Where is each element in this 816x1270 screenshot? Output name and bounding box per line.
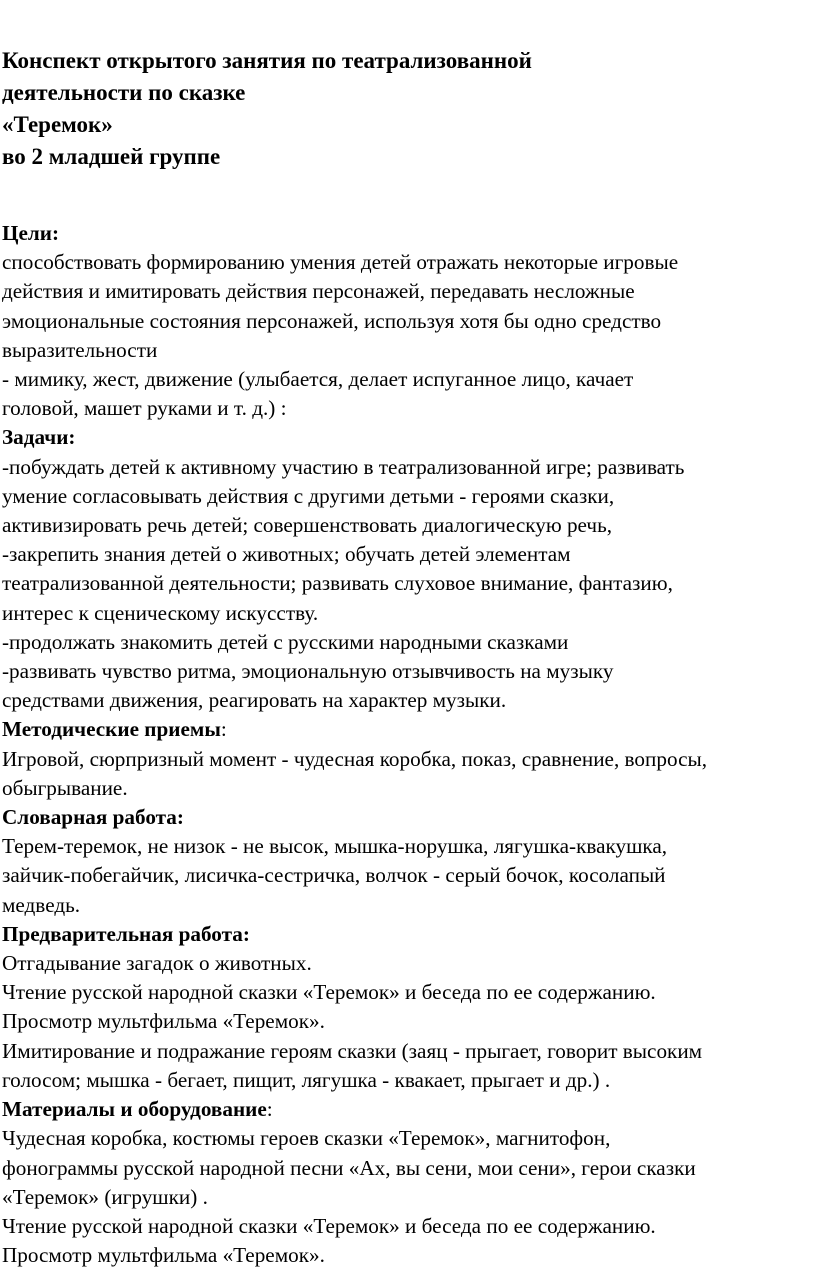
goals-line: эмоциональные состояния персонажей, используя хотя бы одно средство	[2, 308, 662, 333]
materials-heading-row	[2, 1095, 814, 1124]
tasks-line: театрализованной деятельности; развивать слуховое внимание, фантазию,	[2, 571, 673, 596]
preliminary-heading: Предварительная работа:	[2, 921, 250, 946]
title-line: «Теремок»	[2, 112, 113, 137]
preliminary-line: Имитирование и подражание героям сказки (заяц - прыгает, говорит высоким	[2, 1038, 703, 1063]
tasks-line: активизировать речь детей; совершенствовать диалогическую речь,	[2, 513, 613, 538]
goals-line: - мимику, жест, движение (улыбается, делает испуганное лицо, качает	[2, 367, 634, 392]
tasks-line: интерес к сценическому искусству.	[2, 600, 319, 625]
methods-line: обыгрывание.	[2, 775, 128, 800]
vocabulary-line: зайчик-побегайчик, лисичка-сестричка, волчок - серый бочок, косолапый	[2, 863, 666, 888]
methods-section	[2, 715, 814, 803]
methods-heading: Методические приемы	[2, 717, 221, 742]
tasks-heading: Задачи:	[2, 425, 76, 450]
tasks-line: средствами движения, реагировать на характер музыки.	[2, 688, 507, 713]
materials-heading-colon: :	[266, 1097, 273, 1122]
document-body	[2, 219, 814, 1270]
tasks-line: -развивать чувство ритма, эмоциональную отзывчивость на музыку	[2, 659, 614, 684]
title-line: деятельности по сказке	[2, 80, 246, 105]
materials-section	[2, 1095, 814, 1270]
goals-section	[2, 219, 814, 423]
vocabulary-line: медведь.	[2, 892, 81, 917]
preliminary-line: Просмотр мультфильма «Теремок».	[2, 1009, 325, 1034]
tasks-line: -продолжать знакомить детей с русскими народными сказками	[2, 629, 569, 654]
document-title	[2, 45, 814, 173]
vocabulary-section	[2, 803, 814, 920]
preliminary-line: Чтение русской народной сказки «Теремок» и беседа по ее содержанию.	[2, 980, 656, 1005]
tasks-line: умение согласовывать действия с другими детьми - героями сказки,	[2, 483, 615, 508]
goals-heading: Цели:	[2, 221, 60, 245]
preliminary-line: голосом; мышка - бегает, пищит, лягушка - квакает, прыгает и др.) .	[2, 1067, 611, 1092]
document-page	[2, 45, 814, 1270]
methods-heading-colon: :	[220, 717, 227, 742]
materials-line: Просмотр мультфильма «Теремок».	[2, 1243, 325, 1268]
materials-line: «Теремок» (игрушки) .	[2, 1184, 208, 1209]
materials-line: Чудесная коробка, костюмы героев сказки «Теремок», магнитофон,	[2, 1126, 611, 1151]
methods-line: Игровой, сюрпризный момент - чудесная коробка, показ, сравнение, вопросы,	[2, 746, 707, 771]
spacer	[2, 173, 814, 219]
preliminary-line: Отгадывание загадок о животных.	[2, 951, 312, 976]
goals-line: действия и имитировать действия персонажей, передавать несложные	[2, 279, 635, 304]
vocabulary-line: Терем-теремок, не низок - не высок, мышка-норушка, лягушка-квакушка,	[2, 834, 668, 859]
tasks-section	[2, 423, 814, 715]
title-line: во 2 младшей группе	[2, 144, 221, 169]
tasks-line: -побуждать детей к активному участию в театрализованной игре; развивать	[2, 454, 685, 479]
methods-heading-row	[2, 715, 814, 744]
title-line: Конспект открытого занятия по театрализованной	[2, 48, 532, 73]
vocabulary-heading: Словарная работа:	[2, 805, 184, 830]
goals-line: способствовать формированию умения детей отражать некоторые игровые	[2, 250, 679, 275]
tasks-line: -закрепить знания детей о животных; обучать детей элементам	[2, 542, 571, 567]
goals-line: выразительности	[2, 337, 158, 362]
materials-heading: Материалы и оборудование	[2, 1097, 267, 1122]
preliminary-section	[2, 920, 814, 1095]
materials-line: фонограммы русской народной песни «Ах, вы сени, мои сени», герои сказки	[2, 1155, 696, 1180]
materials-line: Чтение русской народной сказки «Теремок» и беседа по ее содержанию.	[2, 1213, 656, 1238]
goals-line: головой, машет руками и т. д.) :	[2, 396, 287, 421]
